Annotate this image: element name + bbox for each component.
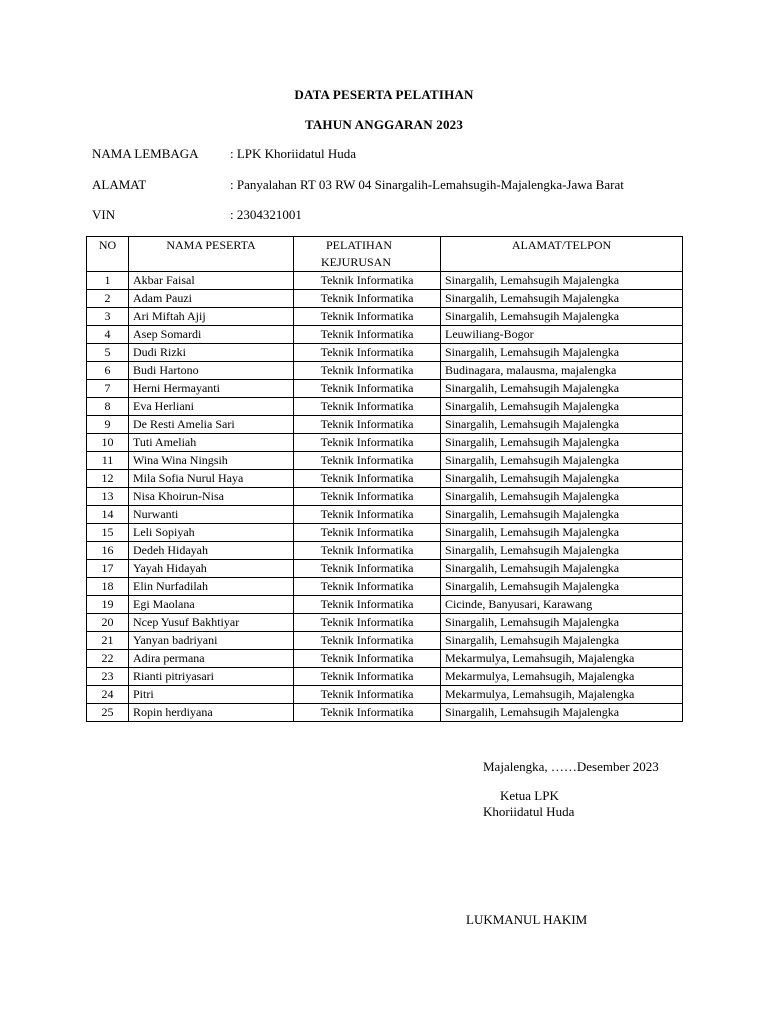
cell-alamat: Sinargalih, Lemahsugih Majalengka	[441, 434, 683, 452]
table-row	[87, 308, 683, 326]
table-row	[87, 686, 683, 704]
cell-pelatihan: Teknik Informatika	[294, 470, 441, 488]
cell-no: 21	[87, 632, 129, 650]
table-row	[87, 290, 683, 308]
cell-pelatihan: Teknik Informatika	[294, 542, 441, 560]
cell-alamat: Sinargalih, Lemahsugih Majalengka	[441, 614, 683, 632]
table-row	[87, 488, 683, 506]
cell-no: 23	[87, 668, 129, 686]
info-row-lembaga	[92, 146, 356, 162]
table-row	[87, 272, 683, 290]
cell-nama: Egi Maolana	[129, 596, 294, 614]
cell-no: 14	[87, 506, 129, 524]
cell-no: 7	[87, 380, 129, 398]
cell-nama: Eva Herliani	[129, 398, 294, 416]
cell-pelatihan: Teknik Informatika	[294, 506, 441, 524]
cell-no: 25	[87, 704, 129, 722]
cell-alamat: Mekarmulya, Lemahsugih, Majalengka	[441, 686, 683, 704]
cell-nama: Pitri	[129, 686, 294, 704]
cell-alamat: Sinargalih, Lemahsugih Majalengka	[441, 308, 683, 326]
cell-no: 8	[87, 398, 129, 416]
cell-pelatihan: Teknik Informatika	[294, 272, 441, 290]
cell-alamat: Sinargalih, Lemahsugih Majalengka	[441, 524, 683, 542]
header-no: NO	[87, 237, 129, 272]
cell-alamat: Mekarmulya, Lemahsugih, Majalengka	[441, 668, 683, 686]
alamat-value: : Panyalahan RT 03 RW 04 Sinargalih-Lemahsugih-Majalengka-Jawa Barat	[230, 177, 624, 192]
cell-pelatihan: Teknik Informatika	[294, 344, 441, 362]
signature-name: LUKMANUL HAKIM	[466, 912, 588, 927]
table-row	[87, 596, 683, 614]
cell-alamat: Sinargalih, Lemahsugih Majalengka	[441, 506, 683, 524]
cell-pelatihan: Teknik Informatika	[294, 290, 441, 308]
cell-no: 20	[87, 614, 129, 632]
table-row	[87, 668, 683, 686]
lembaga-label: NAMA LEMBAGA	[92, 146, 199, 161]
cell-alamat: Sinargalih, Lemahsugih Majalengka	[441, 416, 683, 434]
cell-nama: Elin Nurfadilah	[129, 578, 294, 596]
participant-table	[86, 236, 683, 722]
cell-pelatihan: Teknik Informatika	[294, 596, 441, 614]
cell-no: 24	[87, 686, 129, 704]
cell-pelatihan: Teknik Informatika	[294, 434, 441, 452]
header-pelatihan-line2: KEJURUSAN	[321, 255, 392, 269]
cell-nama: Akbar Faisal	[129, 272, 294, 290]
header-pelatihan-line1: PELATIHAN	[326, 238, 392, 252]
cell-no: 3	[87, 308, 129, 326]
cell-alamat: Sinargalih, Lemahsugih Majalengka	[441, 488, 683, 506]
header-alamat: ALAMAT/TELPON	[441, 237, 683, 272]
cell-alamat: Sinargalih, Lemahsugih Majalengka	[441, 632, 683, 650]
cell-pelatihan: Teknik Informatika	[294, 614, 441, 632]
cell-pelatihan: Teknik Informatika	[294, 308, 441, 326]
cell-alamat: Sinargalih, Lemahsugih Majalengka	[441, 380, 683, 398]
cell-alamat: Cicinde, Banyusari, Karawang	[441, 596, 683, 614]
table-row	[87, 614, 683, 632]
cell-pelatihan: Teknik Informatika	[294, 452, 441, 470]
cell-alamat: Sinargalih, Lemahsugih Majalengka	[441, 470, 683, 488]
cell-nama: Budi Hartono	[129, 362, 294, 380]
cell-alamat: Sinargalih, Lemahsugih Majalengka	[441, 452, 683, 470]
cell-nama: Herni Hermayanti	[129, 380, 294, 398]
cell-alamat: Leuwiliang-Bogor	[441, 326, 683, 344]
cell-alamat: Sinargalih, Lemahsugih Majalengka	[441, 272, 683, 290]
cell-nama: De Resti Amelia Sari	[129, 416, 294, 434]
table-row	[87, 380, 683, 398]
cell-pelatihan: Teknik Informatika	[294, 632, 441, 650]
cell-nama: Tuti Ameliah	[129, 434, 294, 452]
cell-pelatihan: Teknik Informatika	[294, 380, 441, 398]
cell-pelatihan: Teknik Informatika	[294, 668, 441, 686]
cell-nama: Ari Miftah Ajij	[129, 308, 294, 326]
cell-nama: Rianti pitriyasari	[129, 668, 294, 686]
cell-nama: Nisa Khoirun-Nisa	[129, 488, 294, 506]
cell-alamat: Mekarmulya, Lemahsugih, Majalengka	[441, 650, 683, 668]
cell-no: 4	[87, 326, 129, 344]
lembaga-value: : LPK Khoriidatul Huda	[230, 146, 357, 161]
table-row	[87, 470, 683, 488]
cell-pelatihan: Teknik Informatika	[294, 398, 441, 416]
table-row	[87, 452, 683, 470]
cell-pelatihan: Teknik Informatika	[294, 686, 441, 704]
cell-no: 13	[87, 488, 129, 506]
info-row-vin	[92, 207, 302, 223]
table-row	[87, 542, 683, 560]
table-row	[87, 650, 683, 668]
cell-no: 6	[87, 362, 129, 380]
cell-no: 2	[87, 290, 129, 308]
cell-nama: Yanyan badriyani	[129, 632, 294, 650]
table-row	[87, 578, 683, 596]
cell-nama: Ncep Yusuf Bakhtiyar	[129, 614, 294, 632]
cell-no: 22	[87, 650, 129, 668]
table-row	[87, 506, 683, 524]
table-row	[87, 632, 683, 650]
cell-nama: Mila Sofia Nurul Haya	[129, 470, 294, 488]
cell-alamat: Sinargalih, Lemahsugih Majalengka	[441, 290, 683, 308]
cell-nama: Asep Somardi	[129, 326, 294, 344]
cell-no: 5	[87, 344, 129, 362]
cell-pelatihan: Teknik Informatika	[294, 578, 441, 596]
table-row	[87, 398, 683, 416]
cell-no: 9	[87, 416, 129, 434]
cell-nama: Nurwanti	[129, 506, 294, 524]
signature-role: Ketua LPK	[500, 788, 559, 803]
vin-value: : 2304321001	[230, 207, 302, 222]
cell-alamat: Budinagara, malausma, majalengka	[441, 362, 683, 380]
signature-place-date: Majalengka, ……Desember 2023	[483, 759, 659, 774]
cell-no: 15	[87, 524, 129, 542]
cell-no: 1	[87, 272, 129, 290]
cell-pelatihan: Teknik Informatika	[294, 650, 441, 668]
cell-pelatihan: Teknik Informatika	[294, 488, 441, 506]
cell-nama: Wina Wina Ningsih	[129, 452, 294, 470]
cell-nama: Dedeh Hidayah	[129, 542, 294, 560]
table-row	[87, 344, 683, 362]
cell-alamat: Sinargalih, Lemahsugih Majalengka	[441, 704, 683, 722]
document-title: DATA PESERTA PELATIHAN	[294, 87, 474, 102]
cell-nama: Adira permana	[129, 650, 294, 668]
cell-alamat: Sinargalih, Lemahsugih Majalengka	[441, 578, 683, 596]
cell-nama: Leli Sopiyah	[129, 524, 294, 542]
cell-pelatihan: Teknik Informatika	[294, 416, 441, 434]
cell-pelatihan: Teknik Informatika	[294, 524, 441, 542]
cell-no: 11	[87, 452, 129, 470]
document-subtitle: TAHUN ANGGARAN 2023	[304, 117, 464, 132]
header-nama: NAMA PESERTA	[129, 237, 294, 272]
cell-pelatihan: Teknik Informatika	[294, 362, 441, 380]
cell-no: 18	[87, 578, 129, 596]
cell-pelatihan: Teknik Informatika	[294, 560, 441, 578]
table-row	[87, 362, 683, 380]
alamat-label: ALAMAT	[92, 177, 147, 192]
cell-nama: Ropin herdiyana	[129, 704, 294, 722]
cell-pelatihan: Teknik Informatika	[294, 704, 441, 722]
cell-alamat: Sinargalih, Lemahsugih Majalengka	[441, 398, 683, 416]
table-row	[87, 416, 683, 434]
table-body	[87, 272, 683, 722]
table-row	[87, 434, 683, 452]
table-row	[87, 524, 683, 542]
cell-nama: Adam Pauzi	[129, 290, 294, 308]
vin-label: VIN	[92, 207, 116, 222]
cell-pelatihan: Teknik Informatika	[294, 326, 441, 344]
info-row-alamat	[92, 177, 624, 193]
cell-no: 10	[87, 434, 129, 452]
signature-organization: Khoriidatul Huda	[483, 804, 575, 819]
table-row	[87, 560, 683, 578]
cell-no: 16	[87, 542, 129, 560]
header-pelatihan	[294, 237, 441, 272]
cell-no: 12	[87, 470, 129, 488]
table-row	[87, 326, 683, 344]
table-row	[87, 704, 683, 722]
cell-nama: Yayah Hidayah	[129, 560, 294, 578]
cell-alamat: Sinargalih, Lemahsugih Majalengka	[441, 542, 683, 560]
table-header-row	[87, 237, 683, 272]
cell-no: 19	[87, 596, 129, 614]
cell-nama: Dudi Rizki	[129, 344, 294, 362]
cell-no: 17	[87, 560, 129, 578]
cell-alamat: Sinargalih, Lemahsugih Majalengka	[441, 344, 683, 362]
cell-alamat: Sinargalih, Lemahsugih Majalengka	[441, 560, 683, 578]
